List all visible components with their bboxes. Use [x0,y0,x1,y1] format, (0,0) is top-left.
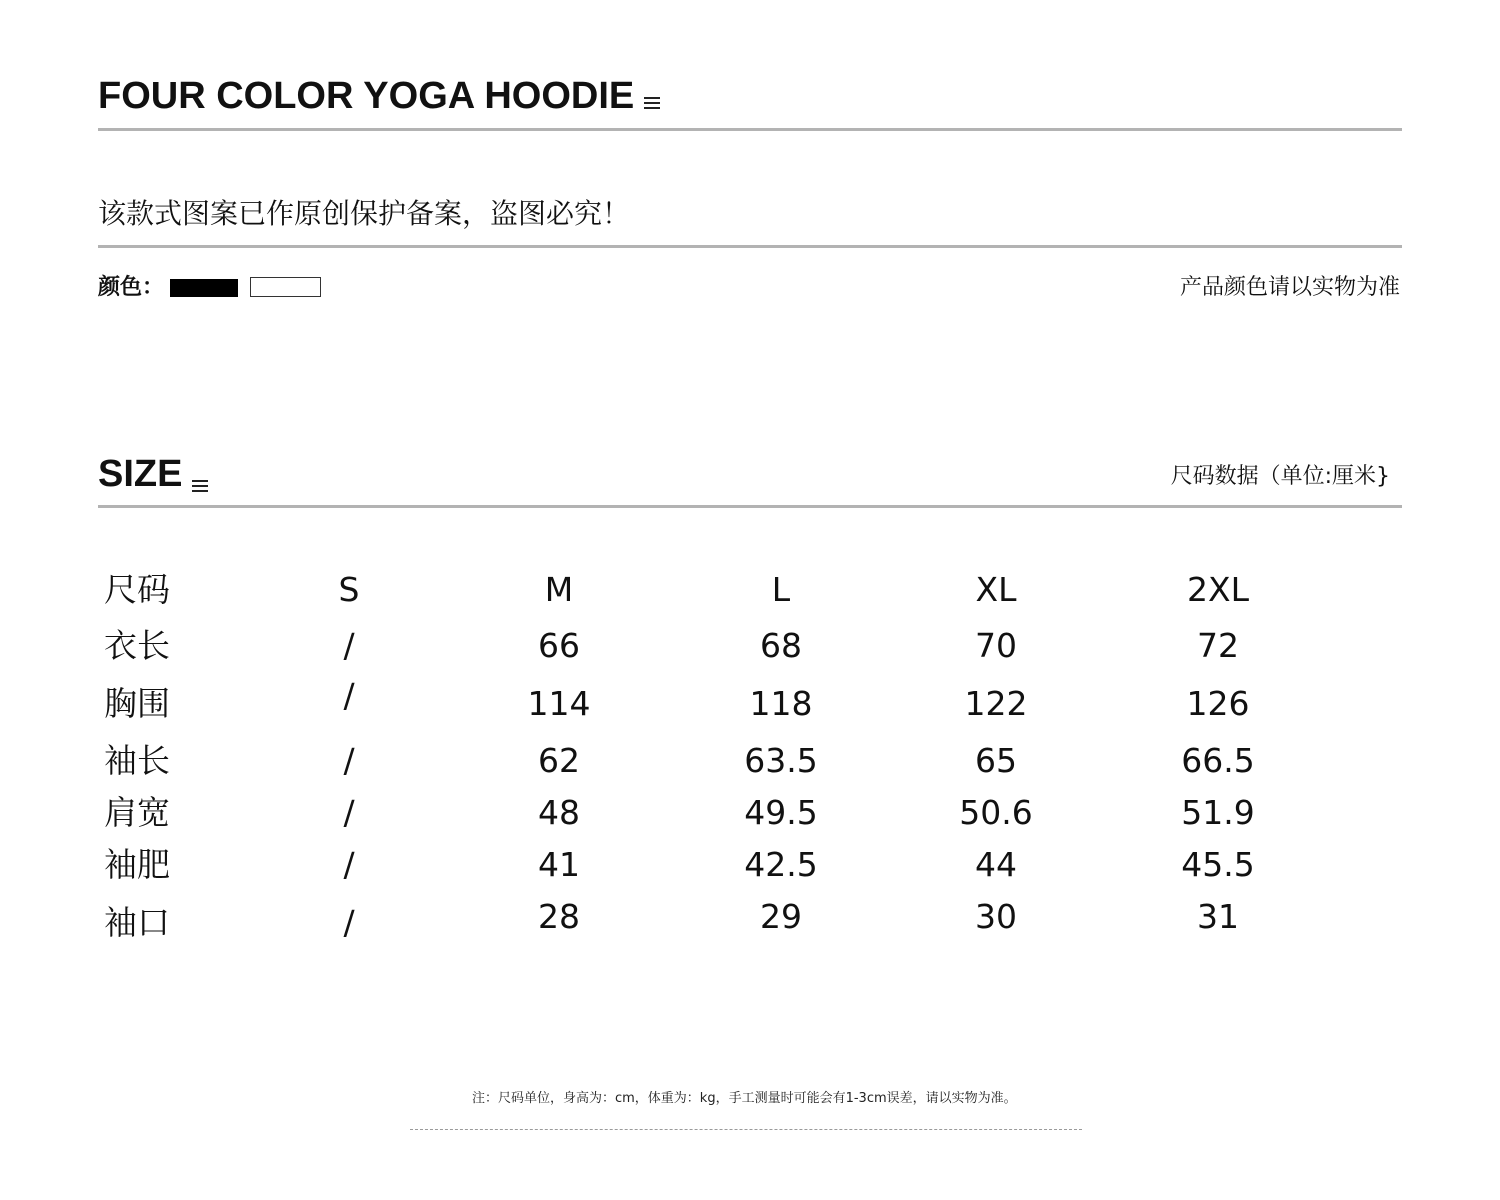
row-label: 衣长 [104,626,170,665]
table-row [100,898,1300,948]
table-cell: 49.5 [744,793,818,832]
color-label: 颜色： [98,275,165,300]
menu-icon [644,97,660,109]
menu-icon [192,480,208,492]
table-cell: / [343,741,355,780]
table-row [100,676,1300,729]
column-header: M [544,570,574,609]
table-cell: / [343,903,355,942]
table-row [100,840,1300,890]
table-row [100,621,1300,671]
table-cell: 72 [1197,626,1239,665]
table-cell: 66.5 [1181,741,1255,780]
product-title: FOUR COLOR YOGA HOODIE [98,75,635,117]
product-title-row [98,74,660,118]
column-header: S [338,570,360,609]
table-cell: 63.5 [744,741,818,780]
notice-divider [98,245,1402,248]
table-cell: / [343,845,355,884]
table-cell: 126 [1186,684,1250,723]
color-disclaimer: 产品颜色请以实物为准 [1179,275,1400,300]
table-cell: 70 [975,626,1017,665]
table-cell: 50.6 [959,793,1033,832]
table-cell: / [343,793,355,832]
column-header: L [771,570,791,609]
table-cell: 48 [538,793,580,832]
table-cell: 29 [760,897,802,936]
size-heading-row [98,452,208,496]
table-cell: 51.9 [1181,793,1255,832]
table-cell: 41 [538,845,580,884]
row-label: 胸围 [104,684,170,723]
table-cell: 65 [975,741,1017,780]
color-swatch-white [250,277,321,297]
table-cell: / [343,676,355,715]
footnote-divider [410,1129,1082,1130]
column-header: XL [975,570,1017,609]
row-label: 袖长 [104,741,170,780]
table-cell: 122 [964,684,1028,723]
row-label: 肩宽 [104,793,170,832]
table-row [100,788,1300,838]
row-label: 袖口 [104,903,170,942]
footnote: 注：尺码单位，身高为：cm，体重为：kg，手工测量时可能会有1-3cm误差，请以实物为准。 [472,1091,1017,1106]
table-cell: 66 [538,626,580,665]
column-header: 2XL [1187,570,1249,609]
table-cell: 45.5 [1181,845,1255,884]
table-row [100,736,1300,786]
table-cell: 28 [538,897,580,936]
copyright-notice: 该款式图案已作原创保护备案，盗图必究！ [98,197,631,230]
table-cell: 62 [538,741,580,780]
table-cell: 42.5 [744,845,818,884]
table-cell: 31 [1197,897,1239,936]
table-cell: 118 [749,684,813,723]
size-header-row [100,565,1300,615]
row-label: 袖肥 [104,845,170,884]
size-heading: SIZE [98,453,183,495]
table-cell: / [343,626,355,665]
size-divider [98,505,1402,508]
table-cell: 44 [975,845,1017,884]
title-divider [98,128,1402,131]
table-cell: 114 [527,684,591,723]
size-unit-note: 尺码数据（单位:厘米} [1170,464,1390,489]
column-header: 尺码 [104,570,170,609]
table-cell: 68 [760,626,802,665]
table-cell: 30 [975,897,1017,936]
color-swatch-black [170,279,238,297]
